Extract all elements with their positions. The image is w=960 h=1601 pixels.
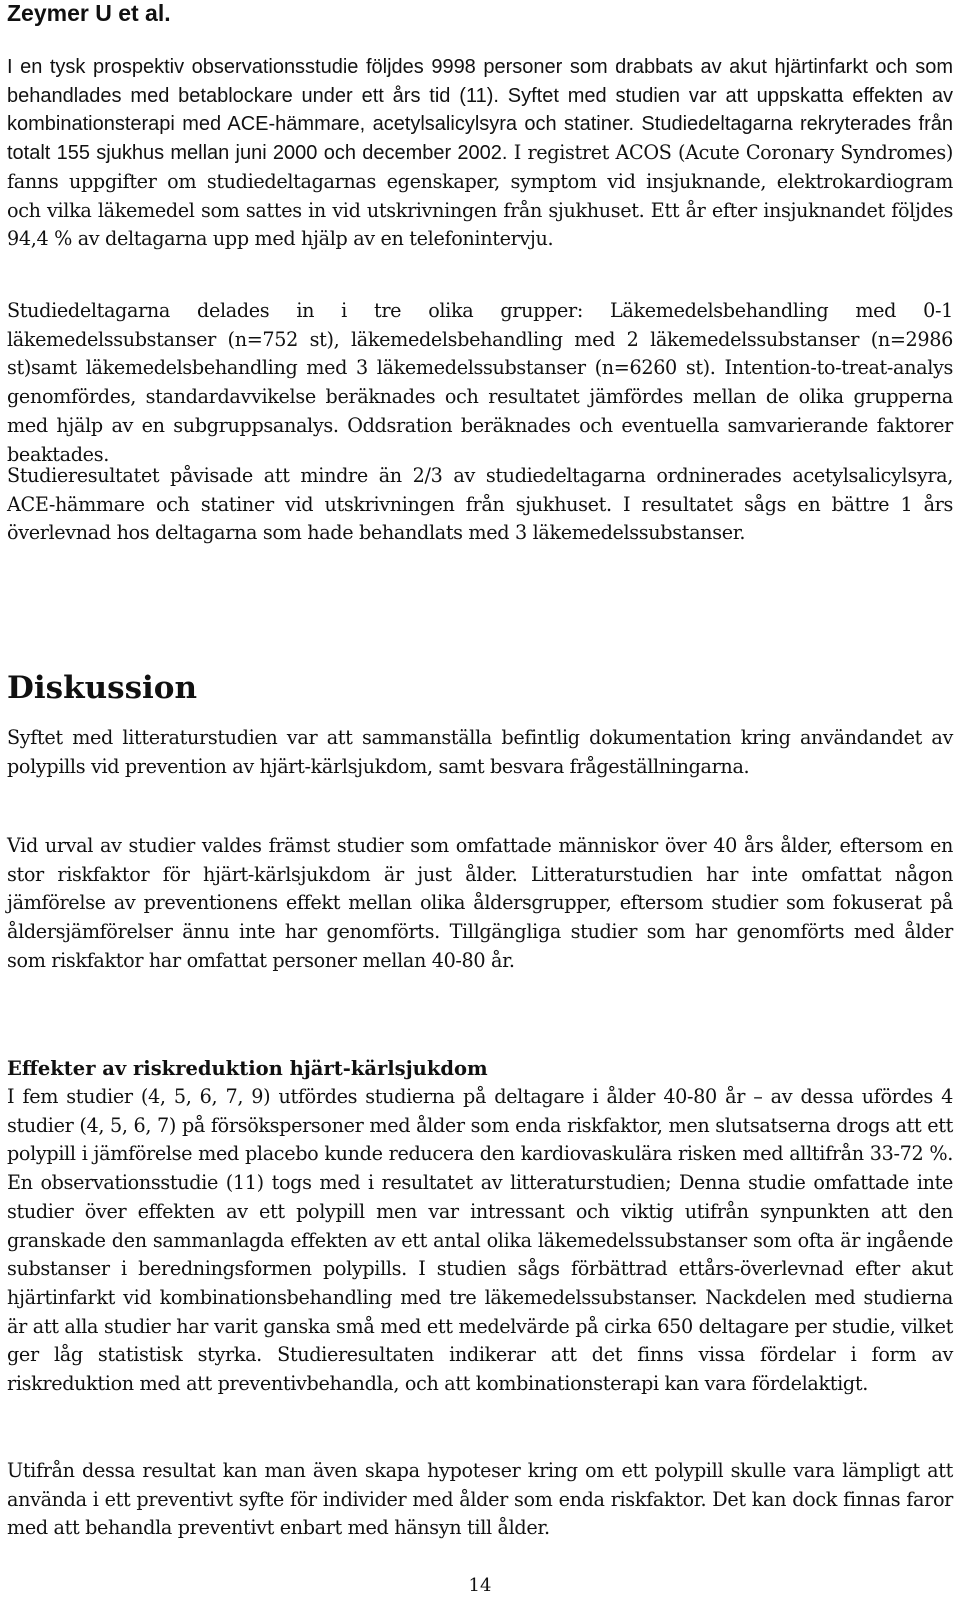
study-paragraph-1-part-c: I registret ACOS (Acute Coronary Syndromes) fanns uppgifter om studiedeltagarnas egenskaper, symptom vid insjuknande, elektrokardiogram och vilka läkemedel som sattes in vid utskrivningen från sjukhuset. Ett år efter insjuknandet följdes 94,4 % av deltagarna upp med hjälp av en telefonintervju. — [7, 141, 953, 251]
study-paragraph-1-part-b: Studiedeltagarna rekryterades från totalt 155 sjukhus mellan juni 2000 och december 2002. — [7, 113, 953, 165]
effects-heading: Effekter av riskreduktion hjärt-kärlsjukdom — [7, 1057, 488, 1080]
discussion-paragraph-2: Vid urval av studier valdes främst studier som omfattade människor över 40 års ålder, eftersom en stor riskfaktor för hjärt-kärlsjukdom är just ålder. Litteraturstudien har inte omfattat någon jämförelse av preventionens effekt mellan olika åldersgrupper, eftersom studier som fokuserat på åldersjämförelser ännu inte har genomförts. Tillgängliga studier som har genomförts med ålder som riskfaktor har omfattat personer mellan 40-80 år. — [7, 834, 953, 972]
study-paragraph-3: Studieresultatet påvisade att mindre än 2/3 av studiedeltagarna ordninerades acetylsalicylsyra, ACE-hämmare och statiner vid utskrivningen från sjukhuset. I resultatet sågs en bättre 1 års överlevnad hos deltagarna som hade behandlats med 3 läkemedelssubstanser. — [7, 464, 953, 545]
study-paragraph-2: Studiedeltagarna delades in i tre olika grupper: Läkemedelsbehandling med 0-1 läkemedelssubstanser (n=752 st), läkemedelsbehandling med 2 läkemedelssubstanser (n=2986 st)samt läkemedelsbehandling med 3 läkemedelssubstanser (n=6260 st). Intention-to-treat-analys genomfördes, standardavvikelse beräknades och resultatet jämfördes mellan de olika grupperna med hjälp av en subgruppsanalys. Oddsration beräknades och eventuella samvarierande faktorer beaktades. — [7, 299, 953, 466]
effects-paragraph-1: I fem studier (4, 5, 6, 7, 9) utfördes studierna på deltagare i ålder 40-80 år – av dessa ufördes 4 studier (4, 5, 6, 7) på försökspersoner med ålder som enda riskfaktor, men slutsatserna drogs att ett polypill i jämförelse med placebo kunde reducera den kardiovaskulära risken med alltifrån 33-72 %. En observationsstudie (11) togs med i resultatet av litteraturstudien; Denna studie omfattade inte studier över effekten av ett polypill men var intressant och viktig utifrån synpunkten att den granskade den sammanlagda effekten av ett antal olika läkemedelssubstanser som ofta är ingående substanser i beredningsformen polypills. I studien sågs förbättrad ettårs-överlevnad efter akut hjärtinfarkt vid kombinationsbehandling med tre läkemedelssubstanser. Nackdelen med studierna är att alla studier har varit ganska små med ett medelvärde på cirka 650 deltagare per studie, vilket ger låg statistisk styrka. Studieresultaten indikerar att det finns vissa fördelar i form av riskreduktion med att preventivbehandla, och att kombinationsterapi kan vara fördelaktigt. — [7, 1085, 953, 1396]
author-heading: Zeymer U et al. — [7, 0, 171, 26]
page-number: 14 — [468, 1575, 492, 1596]
effects-paragraph-2: Utifrån dessa resultat kan man även skapa hypoteser kring om ett polypill skulle vara lämpligt att använda i ett preventivt syfte för individer med ålder som enda riskfaktor. Det kan dock finnas faror med att behandla preventivt enbart med hänsyn till ålder. — [7, 1459, 953, 1540]
discussion-heading: Diskussion — [7, 670, 198, 706]
study-paragraph-1 — [7, 53, 953, 254]
study-paragraph-1-part-a: I en tysk prospektiv observationsstudie följdes 9998 personer som drabbats av akut hjärtinfarkt och som behandlades med betablockare under ett års tid (11). Syftet med studien var att uppskatta effekten av kombinationsterapi med ACE-hämmare, acetylsalicylsyra och statiner. — [7, 56, 953, 136]
discussion-paragraph-1: Syftet med litteraturstudien var att sammanställa befintlig dokumentation kring användandet av polypills vid prevention av hjärt-kärlsjukdom, samt besvara frågeställningarna. — [7, 726, 953, 778]
